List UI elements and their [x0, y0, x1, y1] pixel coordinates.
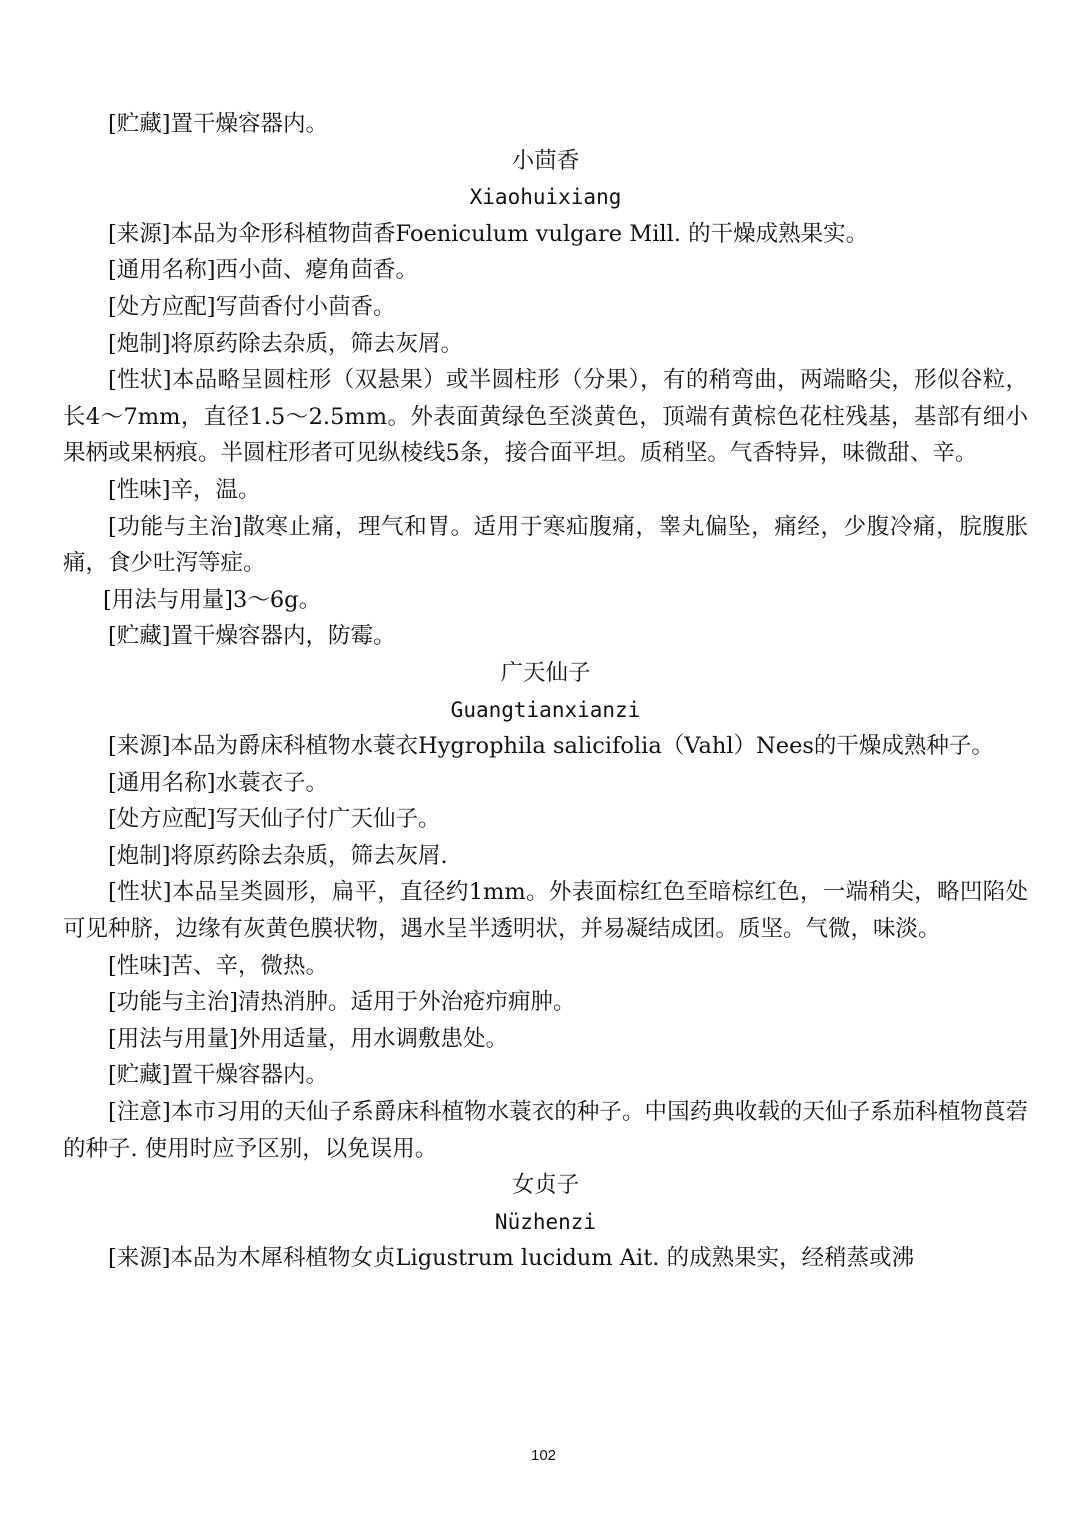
- nature-flavor-line: [性味]苦、辛，微热。: [108, 952, 329, 979]
- entry-title-xiaohuixiang: 小茴香: [511, 147, 580, 174]
- prescription-line: [处方应配]写天仙子付广天仙子。: [108, 806, 441, 833]
- prescription-line: [处方应配]写茴香付小茴香。: [108, 293, 396, 320]
- function-paragraph: [功能与主治]散寒止痛，理气和胃。适用于寒疝腹痛，睾丸偏坠，痛经，少腹冷痛，脘腹胀痛，食少吐泻等症。: [63, 513, 1028, 577]
- entry-pinyin-nuzhenzi: Nüzhenzi: [494, 1209, 597, 1234]
- dosage-line: [用法与用量]3～6g。: [103, 586, 322, 613]
- common-name-line: [通用名称]水蓑衣子。: [108, 769, 329, 796]
- source-line: [来源]本品为木犀科植物女贞Ligustrum lucidum Ait. 的成熟果实，经稍蒸或沸: [108, 1245, 915, 1272]
- entry-pinyin-xiaohuixiang: Xiaohuixiang: [469, 185, 622, 210]
- document-page: [63, 106, 1028, 1277]
- storage-line: [贮藏]置干燥容器内。: [108, 111, 329, 137]
- processing-line: [炮制]将原药除去杂质，筛去灰屑.: [108, 842, 448, 869]
- storage-line: [贮藏]置干燥容器内。: [108, 1062, 329, 1089]
- processing-line: [炮制]将原药除去杂质，筛去灰屑。: [108, 330, 464, 357]
- entry-pinyin-guangtianxianzi: Guangtianxianzi: [450, 697, 641, 722]
- page-number: 102: [530, 1447, 557, 1464]
- characteristics-paragraph: [性状]本品略呈圆柱形（双悬果）或半圆柱形（分果），有的稍弯曲，两端略尖，形似谷粒，长4～7mm，直径1.5～2.5mm。外表面黄绿色至淡黄色，顶端有黄棕色花柱残基，基部有细小果柄或果柄痕。半圆柱形者可见纵棱线5条，接合面平坦。质稍坚。气香特异，味微甜、辛。: [63, 367, 1028, 467]
- entry-title-nuzhenzi: 女贞子: [511, 1172, 580, 1199]
- characteristics-paragraph: [性状]本品呈类圆形，扁平，直径约1mm。外表面棕红色至暗棕红色，一端稍尖，略凹陷处可见种脐，边缘有灰黄色膜状物，遇水呈半透明状，并易凝结成团。质坚。气微，味淡。: [63, 879, 1028, 943]
- dosage-line: [用法与用量]外用适量，用水调敷患处。: [108, 1025, 509, 1052]
- source-paragraph: [来源]本品为爵床科植物水蓑衣Hygrophila salicifolia（Vahl）Nees的干燥成熟种子。: [108, 733, 994, 760]
- storage-line: [贮藏]置干燥容器内，防霉。: [108, 623, 396, 650]
- entry-title-guangtianxianzi: 广天仙子: [500, 659, 591, 686]
- common-name-line: [通用名称]西小茴、瘪角茴香。: [108, 257, 419, 284]
- note-paragraph: [注意]本市习用的天仙子系爵床科植物水蓑衣的种子。中国药典收载的天仙子系茄科植物莨菪的种子. 使用时应予区别，以免误用。: [63, 1099, 1028, 1162]
- function-line: [功能与主治]清热消肿。适用于外治疮疖痈肿。: [108, 989, 576, 1016]
- nature-flavor-line: [性味]辛，温。: [108, 476, 261, 503]
- source-line: [来源]本品为伞形科植物茴香Foeniculum vulgare Mill. 的干燥成熟果实。: [108, 220, 869, 247]
